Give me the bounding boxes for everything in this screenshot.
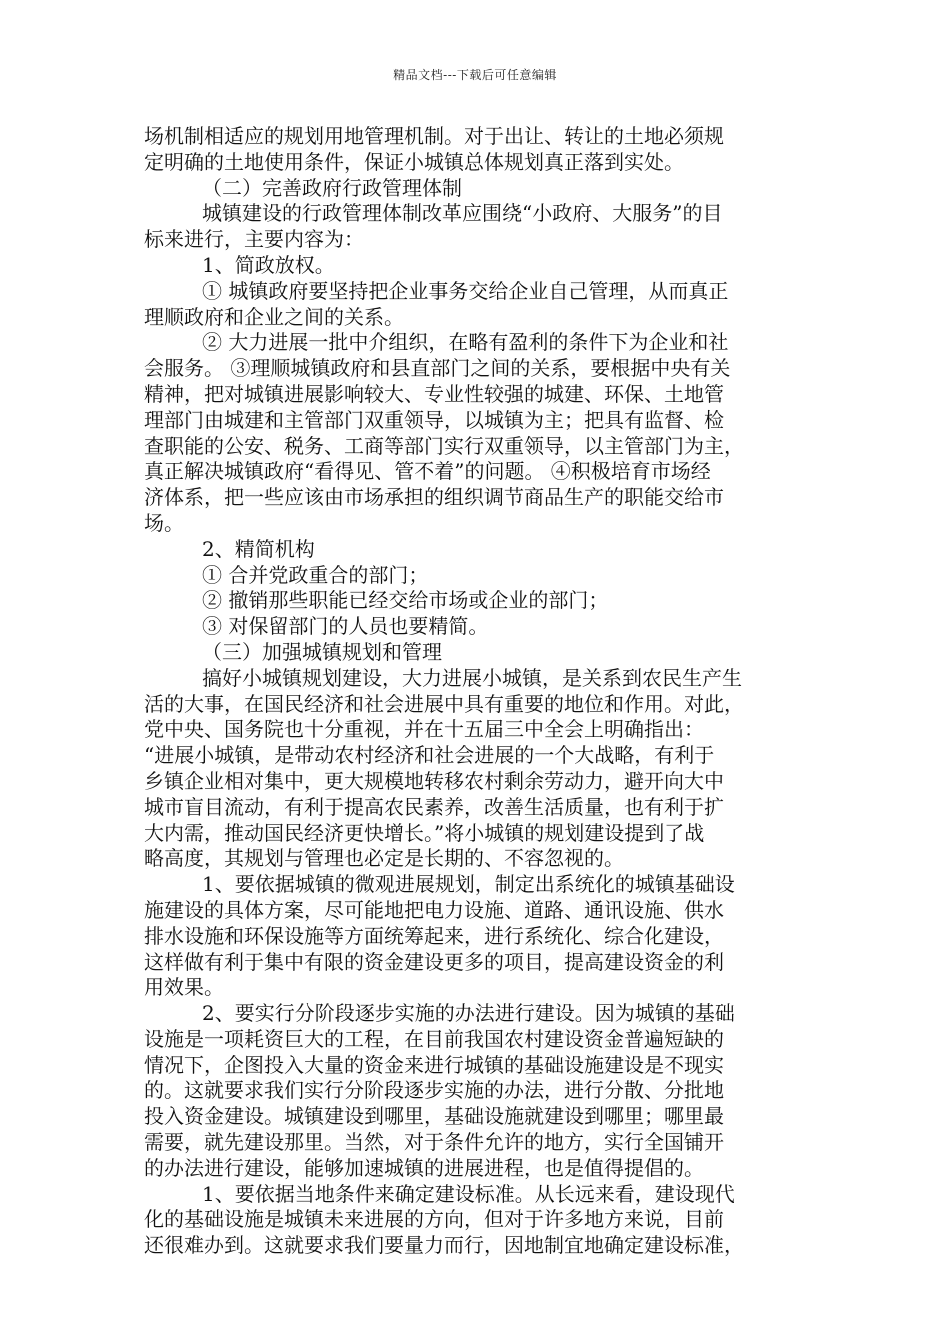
text-line: 大内需，推动国民经济更快增长。”将小城镇的规划建设提到了战 (144, 820, 705, 845)
text-line: 精神，把对城镇进展影响较大、专业性较强的城建、环保、土地管 (144, 381, 724, 406)
text-line: 济体系，把一些应该由市场承担的组织调节商品生产的职能交给市 (144, 485, 724, 510)
subsection-heading: 1、简政放权。 (202, 252, 335, 277)
section-heading: （二）完善政府行政管理体制 (202, 175, 462, 200)
text-line: 城市盲目流动，有利于提高农民素养，改善生活质量，也有利于扩 (144, 794, 724, 819)
list-item: ③ 对保留部门的人员也要精简。 (202, 614, 489, 639)
text-line: 这样做有利于集中有限的资金建设更多的项目，提高建设资金的利 (144, 949, 724, 974)
text-line: 的办法进行建设，能够加速城镇的进展进程，也是值得提倡的。 (144, 1155, 704, 1180)
page-header: 精品文档---下载后可任意编辑 (393, 68, 557, 82)
subsection-heading: 2、精简机构 (202, 536, 315, 561)
text-line: 理部门由城建和主管部门双重领导，以城镇为主；把具有监督、检 (144, 407, 724, 432)
text-line: 1、要依据当地条件来确定建设标准。从长远来看，建设现代 (202, 1181, 735, 1206)
text-line: 查职能的公安、税务、工商等部门实行双重领导，以主管部门为主， (144, 433, 744, 458)
list-item: ② 大力进展一批中介组织，在略有盈利的条件下为企业和社 (202, 330, 729, 355)
text-line: 用效果。 (144, 975, 224, 1000)
text-line: “进展小城镇，是带动农村经济和社会进展的一个大战略，有利于 (144, 743, 715, 768)
list-item: ① 合并党政重合的部门； (202, 562, 429, 587)
section-heading: （三）加强城镇规划和管理 (202, 639, 442, 664)
text-line: 的。这就要求我们实行分阶段逐步实施的办法，进行分散、分批地 (144, 1078, 724, 1103)
list-item: ① 城镇政府要坚持把企业事务交给企业自己管理，从而真正 (202, 278, 729, 303)
text-line: 排水设施和环保设施等方面统筹起来，进行系统化、综合化建设， (144, 923, 724, 948)
text-line: 还很难办到。这就要求我们要量力而行，因地制宜地确定建设标准， (144, 1233, 744, 1258)
text-line: 标来进行，主要内容为： (144, 227, 364, 252)
list-item: ② 撤销那些职能已经交给市场或企业的部门； (202, 588, 609, 613)
text-line: 会服务。 ③理顺城镇政府和县直部门之间的关系，要根据中央有关 (144, 356, 731, 381)
text-line: 情况下，企图投入大量的资金来进行城镇的基础设施建设是不现实 (144, 1052, 724, 1077)
text-line: 场机制相适应的规划用地管理机制。对于出让、转让的土地必须规 (144, 124, 724, 148)
text-line: 施建设的具体方案，尽可能地把电力设施、道路、通讯设施、供水 (144, 897, 724, 922)
text-line: 投入资金建设。城镇建设到哪里，基础设施就建设到哪里；哪里最 (144, 1104, 724, 1129)
text-line: 略高度，其规划与管理也必定是长期的、不容忽视的。 (144, 846, 624, 871)
text-line: 需要，就先建设那里。当然，对于条件允许的地方，实行全国铺开 (144, 1130, 724, 1155)
text-line: 搞好小城镇规划建设，大力进展小城镇，是关系到农民生产生 (202, 665, 742, 690)
text-line: 定明确的土地使用条件，保证小城镇总体规划真正落到实处。 (144, 149, 684, 174)
text-line: 设施是一项耗资巨大的工程，在目前我国农村建设资金普遍短缺的 (144, 1026, 724, 1051)
document-body (144, 124, 822, 1259)
text-line: 活的大事，在国民经济和社会进展中具有重要的地位和作用。对此， (144, 691, 744, 716)
text-line: 真正解决城镇政府“看得见、管不着”的问题。 ④积极培育市场经 (144, 459, 711, 484)
text-line: 党中央、国务院也十分重视，并在十五届三中全会上明确指出： (144, 717, 704, 742)
text-line: 1、要依据城镇的微观进展规划，制定出系统化的城镇基础设 (202, 872, 735, 897)
text-line: 2、要实行分阶段逐步实施的办法进行建设。因为城镇的基础 (202, 1001, 735, 1026)
text-line: 乡镇企业相对集中，更大规模地转移农村剩余劳动力，避开向大中 (144, 768, 724, 793)
text-line: 城镇建设的行政管理体制改革应围绕“小政府、大服务”的目 (202, 201, 723, 226)
text-line: 化的基础设施是城镇未来进展的方向，但对于许多地方来说，目前 (144, 1207, 724, 1232)
text-line: 理顺政府和企业之间的关系。 (144, 304, 404, 329)
text-line: 场。 (144, 510, 184, 535)
